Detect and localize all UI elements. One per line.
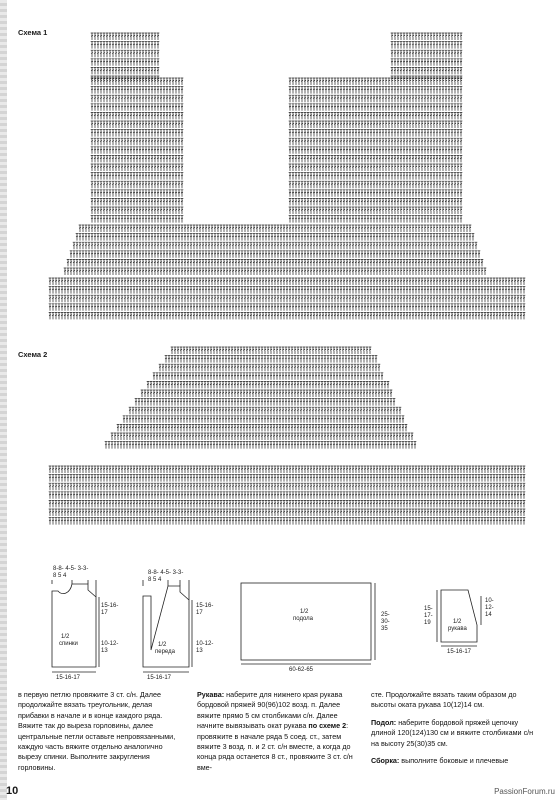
sleeve-left-size-c: 19: [424, 620, 431, 626]
sleeve-right-size-c: 14: [485, 612, 492, 618]
sleeve-left-size-a: 15-: [424, 606, 433, 612]
scheme2-title: Схема 2: [18, 350, 48, 359]
sleeve-right-size-a: 10-: [485, 598, 494, 604]
back-label-a: 1/2: [61, 634, 70, 640]
hem-right-size-a: 25-: [381, 612, 390, 618]
text-column-2: [197, 690, 357, 773]
hem-bottom-size: 60-62-65: [289, 667, 314, 673]
back-right-size-a: 15-16-: [101, 603, 119, 609]
sleeve-label-a: 1/2: [453, 619, 462, 625]
front-schematic: [143, 580, 192, 672]
hem-label-b: подола: [293, 616, 313, 622]
front-top-sizes-2: 8 5 4: [148, 577, 162, 583]
back-top-sizes-2: 8 5 4: [53, 573, 67, 579]
back-label-b: спинки: [59, 641, 78, 647]
back-right-size2-a: 10-12-: [101, 641, 119, 647]
hem-text: наберите бордовой пряжей цепочку длиной 120(124)130 см и вяжите столбиками с/н на высоту 25(30)35 см.: [371, 717, 534, 748]
assembly-text: выполните боковые и плечевые: [399, 756, 509, 766]
back-right-size-b: 17: [101, 610, 108, 616]
sleeve-schematic: [437, 590, 481, 646]
front-right-size-b: 17: [196, 610, 203, 616]
back-schematic: [52, 580, 99, 672]
back-right-size2-b: 13: [101, 648, 108, 654]
sleeve-bottom-size: 15-16-17: [447, 649, 472, 655]
scheme1-title: Схема 1: [18, 28, 48, 37]
hem-right-size-c: 35: [381, 626, 388, 632]
front-label-b: переда: [155, 649, 175, 655]
sleeves-heading: Рукава:: [197, 690, 225, 699]
continuation-text: сте. Продолжайте вязать таким образом до высоты оката рукава 10(12)14 см.: [371, 690, 517, 710]
sleeve-label-b: рукава: [448, 626, 467, 632]
hem-right-size-b: 30-: [381, 619, 390, 625]
front-right-size2-a: 10-12-: [196, 641, 214, 647]
sleeves-text-a: наберите для нижнего края рукава бордовой пряжей 90(96)102 возд. п. Далее вяжите прямо 5 см столбиками с/н. Далее начните вывязывать окат рукава: [197, 690, 343, 731]
assembly-heading: Сборка:: [371, 756, 400, 766]
back-top-sizes: 8-8- 4-5- 3-3-: [53, 566, 89, 572]
front-top-sizes: 8-8- 4-5- 3-3-: [148, 570, 184, 576]
hem-heading: Подол:: [371, 717, 397, 727]
hem-label-a: 1/2: [300, 609, 309, 615]
sleeve-right-size-b: 12-: [485, 605, 494, 611]
hem-schematic: [241, 583, 375, 664]
text-column-1: в первую петлю провяжите 3 ст. с/н. Далее продолжайте вязать треугольник, делая прибавки в начале и в конце каждого ряда. Вяжите так до выреза горловины, далее центральные петли оставьте непровязанными, каждую часть вяжите отдельно аналогично вырезу спинки. Выполните закругления горловины.: [18, 690, 176, 772]
front-right-size-a: 15-16-: [196, 603, 214, 609]
front-right-size2-b: 13: [196, 648, 203, 654]
back-bottom-size: 15-16-17: [56, 675, 81, 681]
front-bottom-size: 15-16-17: [147, 675, 172, 681]
sleeves-text-b: : провяжите в начале ряда 5 соед. ст., затем вяжите 3 возд. п. и 2 ст. с/н вместе, а когда до конца ряда останется 8 ст., провяжите 3 ст. с/н вме-: [197, 721, 353, 772]
sleeve-left-size-b: 17-: [424, 613, 433, 619]
page-number: 10: [6, 785, 19, 797]
watermark: PassionForum.ru: [494, 787, 555, 796]
text-column-3: [371, 690, 543, 766]
scheme-reference: по схеме 2: [308, 721, 347, 731]
front-label-a: 1/2: [158, 642, 167, 648]
